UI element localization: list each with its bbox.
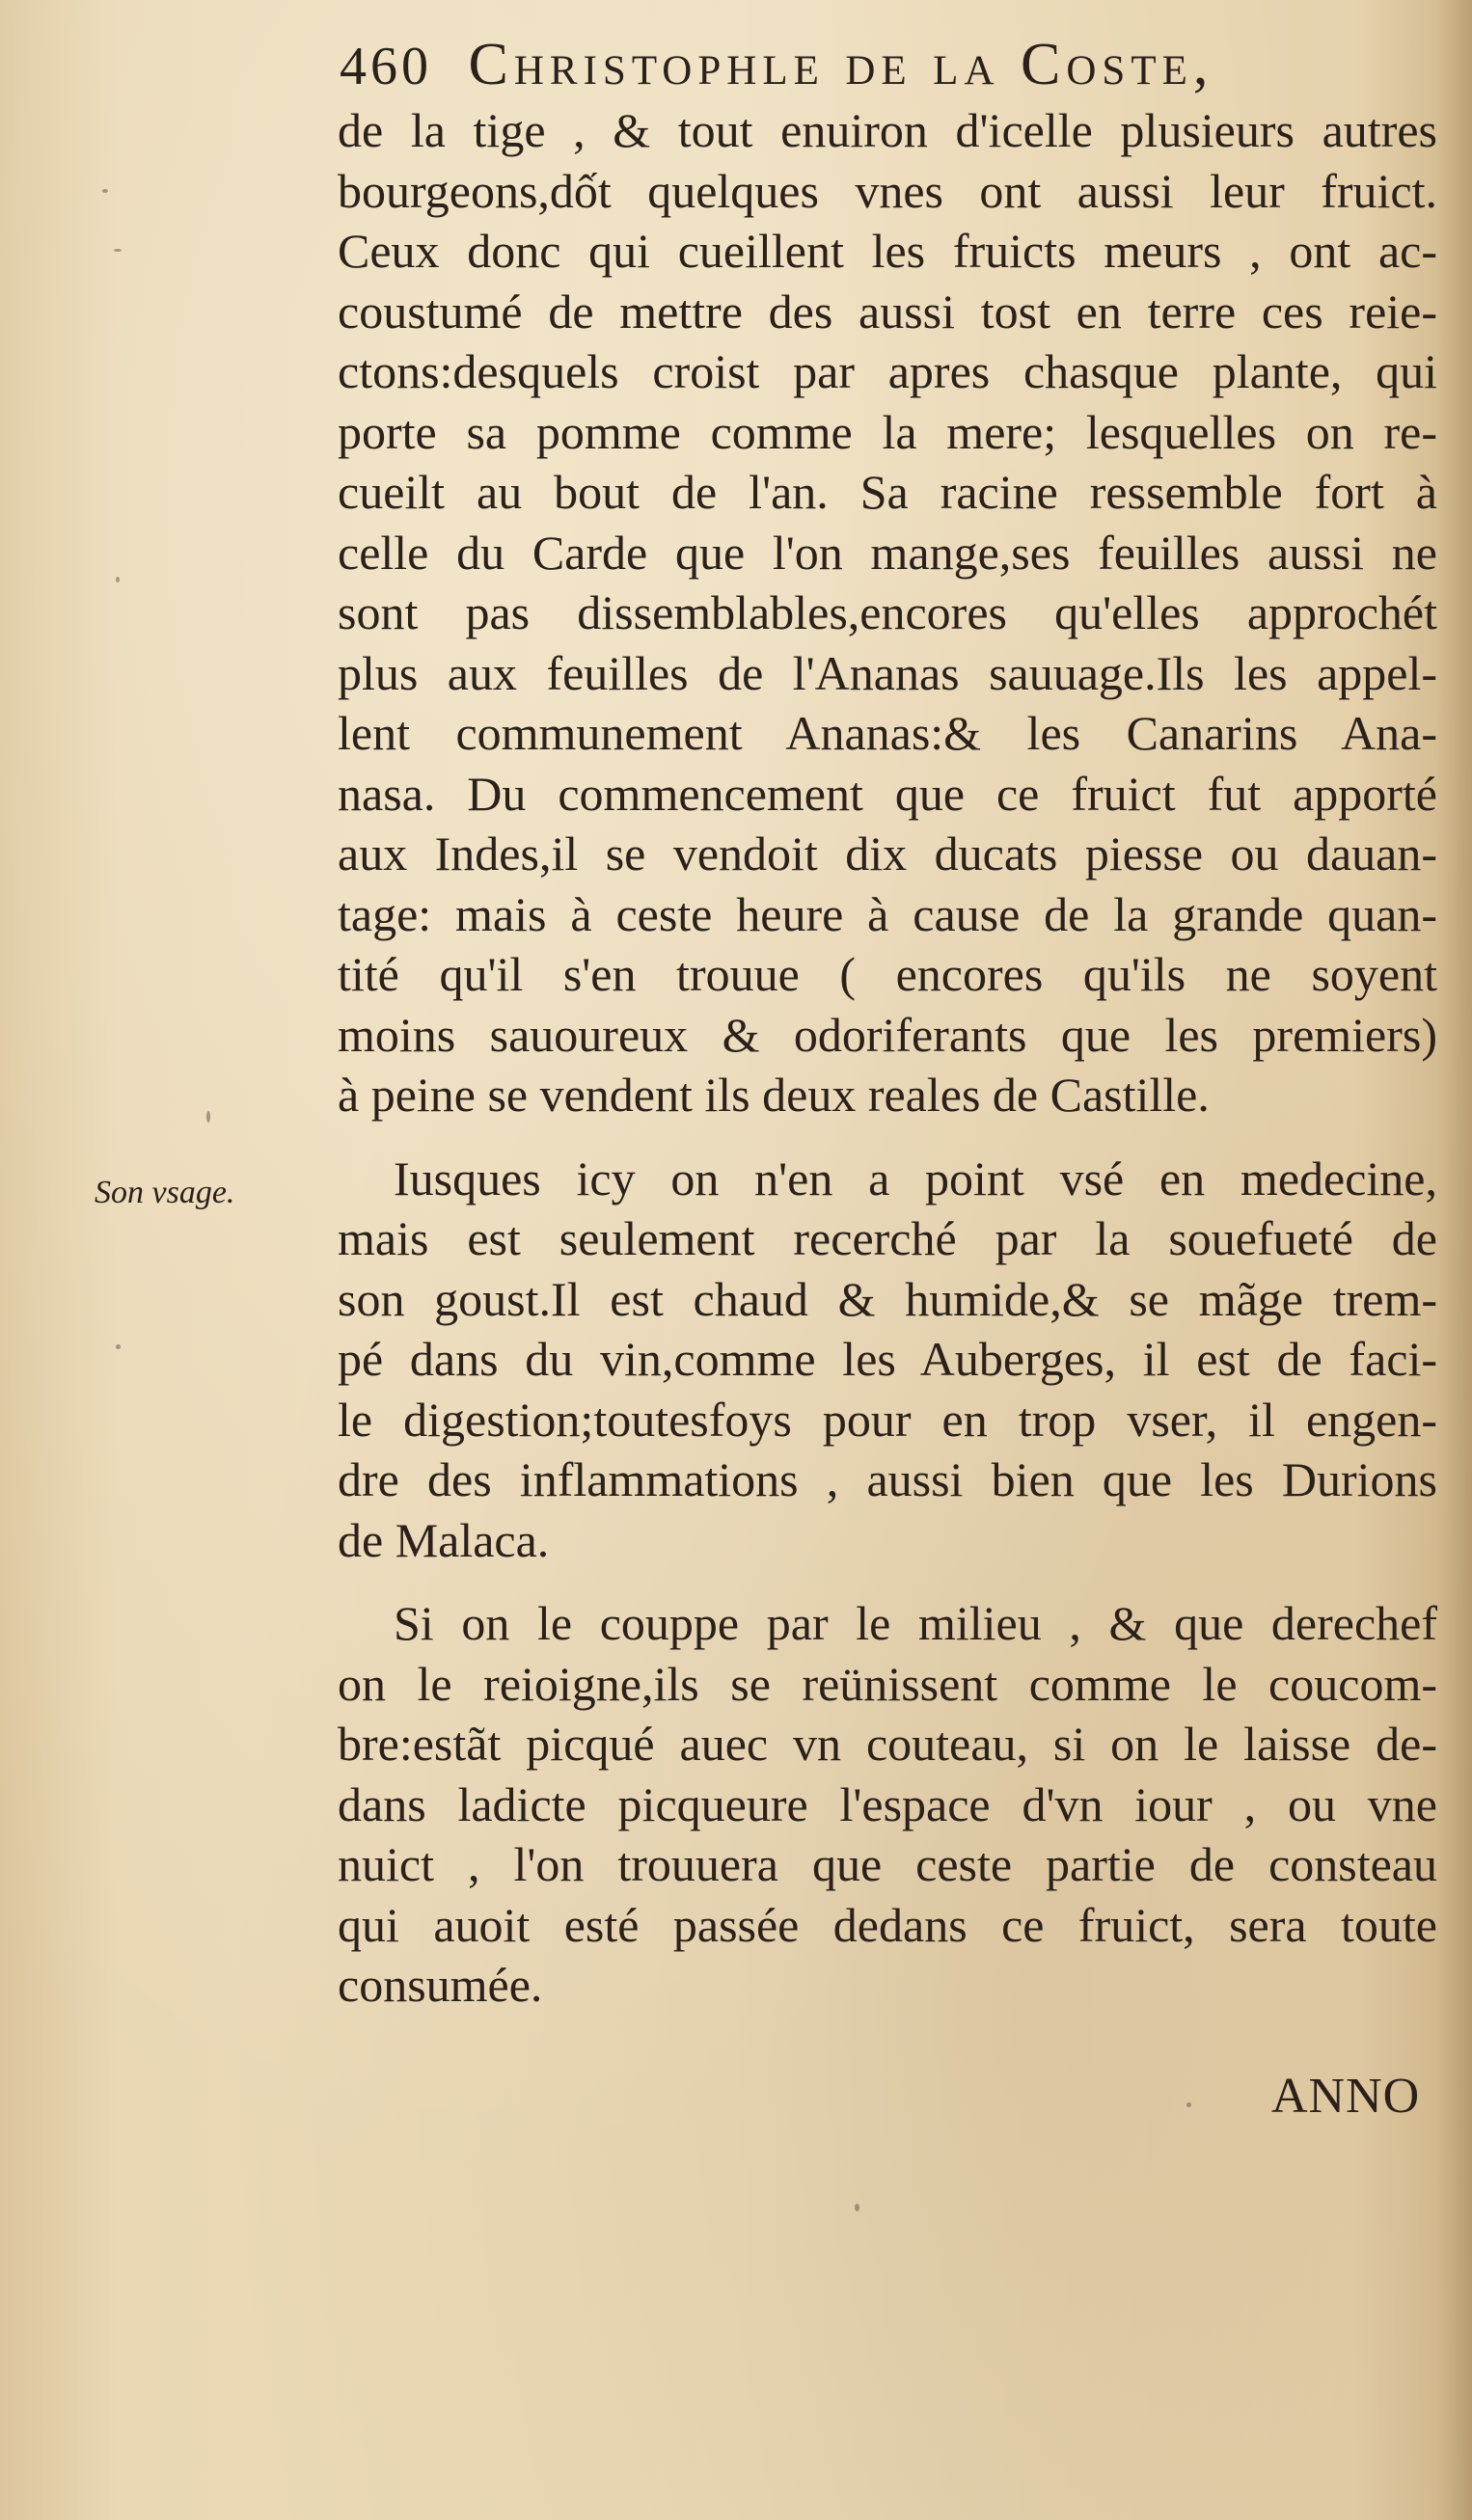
ink-speck [114,249,122,252]
ink-speck [1186,2102,1191,2107]
running-title: Christophle de la Coste, [468,32,1214,97]
text-line: ctons:desquels croist par apres chasque plante, qui [338,344,1437,398]
text-line: le digestion;toutesfoys pour en trop vser, il engen- [338,1392,1437,1447]
text-line: lent communement Ananas:& les Canarins Ana- [338,706,1437,760]
text-line: cueilt au bout de l'an. Sa racine ressemble fort à [338,465,1437,519]
text-line: Iusques icy on n'en a point vsé en medecine, [394,1151,1437,1206]
body-text [338,100,1437,2016]
text-line: on le reioigne,ils se reünissent comme le coucom- [338,1656,1437,1711]
text-line: de Malaca. [338,1512,550,1567]
text-line: Ceux donc qui cueillent les fruicts meurs , ont ac- [338,224,1437,278]
ink-speck [855,2204,859,2211]
text-line: coustumé de mettre des aussi tost en terre ces reie- [338,284,1437,339]
text-line: sont pas dissemblables,encores qu'elles approchét [338,585,1437,639]
text-line: celle du Carde que l'on mange,ses feuilles aussi ne [338,525,1437,580]
page-header [340,21,1449,108]
text-line: nasa. Du commencement que ce fruict fut apporté [338,766,1437,821]
text-line: qui auoit esté passée dedans ce fruict, sera toute [338,1897,1437,1952]
text-line: dre des inflammations , aussi bien que les Durions [338,1452,1437,1506]
paragraph-1 [338,100,1437,1125]
text-line: moins sauoureux & odoriferants que les premiers) [338,1007,1437,1062]
ink-speck [116,577,120,583]
paragraph-gap [338,1125,1437,1149]
ink-speck [116,1344,121,1349]
show-through-bleed [338,2064,1071,2170]
page-number: 460 [340,37,432,96]
text-line: son goust.Il est chaud & humide,& se mãge trem- [338,1271,1437,1326]
text-line: tage: mais à ceste heure à cause de la grande quan- [338,886,1437,941]
text-line: bourgeons,dốt quelques vnes ont aussi leur fruict. [338,163,1437,218]
ink-speck [102,189,108,193]
text-line: porte sa pomme comme la mere; lesquelles on re- [338,404,1437,459]
text-line: tité qu'il s'en trouue ( encores qu'ils ne soyent [338,947,1437,1001]
page-edge-shadow [1437,0,1472,2520]
catchword: ANNO [1271,2069,1421,2124]
text-line: mais est seulement recerché par la souefueté de [338,1211,1437,1265]
paragraph-gap [338,1570,1437,1593]
paragraph-3 [338,1593,1437,2016]
text-line: bre:estãt picqué auec vn couteau, si on le laisse de- [338,1717,1437,1771]
text-line: de la tige , & tout enuiron d'icelle plusieurs autres [338,103,1437,157]
text-line: plus aux feuilles de l'Ananas sauuage.Ils les appel- [338,645,1437,700]
text-line: consumée. [338,1958,543,2012]
text-line: dans ladicte picqueure l'espace d'vn iour , ou vne [338,1776,1437,1831]
text-line: à peine se vendent ils deux reales de Castille. [338,1068,1210,1122]
ink-speck [206,1111,210,1123]
margin-note: Son vsage. [95,1175,235,1210]
text-line: pé dans du vin,comme les Auberges, il est de faci- [338,1332,1437,1386]
text-line: Si on le couppe par le milieu , & que derechef [394,1596,1437,1650]
paragraph-2 [338,1149,1437,1571]
text-line: nuict , l'on trouuera que ceste partie de consteau [338,1837,1437,1891]
text-line: aux Indes,il se vendoit dix ducats piesse ou dauan- [338,826,1437,881]
